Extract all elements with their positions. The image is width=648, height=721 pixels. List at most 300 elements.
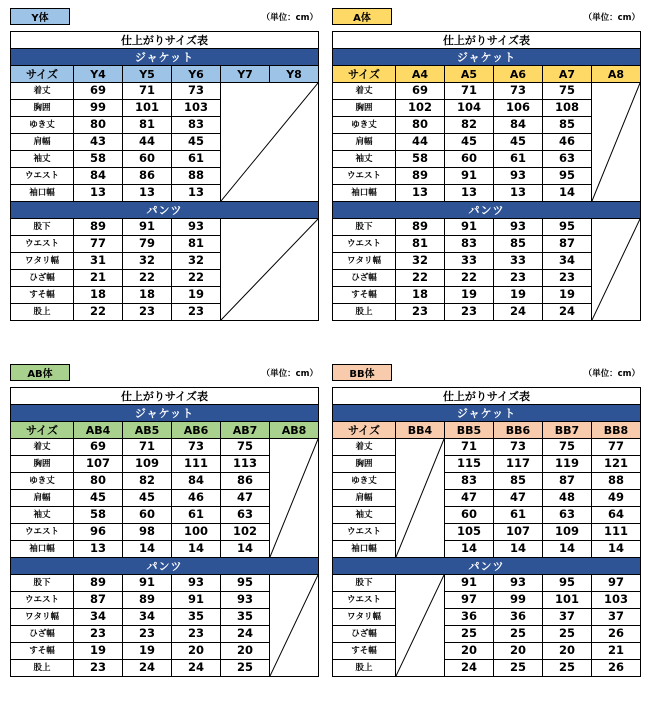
value-cell: 95 (543, 575, 592, 592)
value-cell: 60 (445, 507, 494, 524)
value-cell: 95 (543, 168, 592, 185)
value-cell: 63 (543, 507, 592, 524)
table-row (333, 456, 641, 473)
table-title: 仕上がりサイズ表 (333, 388, 641, 405)
row-label: ひざ幅 (333, 626, 396, 643)
row-label: 袖丈 (11, 151, 74, 168)
value-cell: 34 (123, 609, 172, 626)
value-cell: 32 (123, 253, 172, 270)
value-cell: 48 (543, 490, 592, 507)
value-cell: 71 (445, 439, 494, 456)
table-row (333, 609, 641, 626)
value-cell: 96 (74, 524, 123, 541)
row-label: 袖丈 (333, 151, 396, 168)
body-type-tag: AB体 (10, 364, 70, 381)
value-cell: 45 (123, 490, 172, 507)
table-row (333, 541, 641, 558)
value-cell: 104 (445, 100, 494, 117)
row-label: ひざ幅 (11, 626, 74, 643)
value-cell: 73 (172, 439, 221, 456)
row-label: 肩幅 (11, 134, 74, 151)
size-header-y5: Y5 (123, 66, 172, 83)
value-cell: 121 (592, 456, 641, 473)
table-title: 仕上がりサイズ表 (11, 388, 319, 405)
value-cell: 95 (543, 219, 592, 236)
row-label: 股上 (11, 660, 74, 677)
value-cell: 97 (445, 592, 494, 609)
size-header-bb5: BB5 (445, 422, 494, 439)
value-cell: 19 (172, 287, 221, 304)
row-label: すそ幅 (11, 643, 74, 660)
value-cell: 21 (592, 643, 641, 660)
value-cell: 75 (221, 439, 270, 456)
size-header-bb8: BB8 (592, 422, 641, 439)
size-header-y7: Y7 (221, 66, 270, 83)
value-cell: 69 (74, 83, 123, 100)
value-cell: 105 (445, 524, 494, 541)
row-label: ゆき丈 (11, 473, 74, 490)
value-cell: 91 (123, 219, 172, 236)
value-cell: 103 (592, 592, 641, 609)
size-header-y4: Y4 (74, 66, 123, 83)
value-cell: 24 (123, 660, 172, 677)
value-cell: 80 (396, 117, 445, 134)
table-row (333, 575, 641, 592)
value-cell: 81 (172, 236, 221, 253)
value-cell: 14 (221, 541, 270, 558)
value-cell: 91 (172, 592, 221, 609)
size-header-a5: A5 (445, 66, 494, 83)
value-cell: 77 (74, 236, 123, 253)
value-cell: 13 (123, 185, 172, 202)
table-row (333, 592, 641, 609)
empty-size-cell (221, 83, 319, 202)
value-cell: 77 (592, 439, 641, 456)
value-cell: 75 (543, 439, 592, 456)
table-title: 仕上がりサイズ表 (333, 32, 641, 49)
row-label: ワタリ幅 (11, 609, 74, 626)
table-row (11, 439, 319, 456)
unit-label: （単位：cm） (261, 13, 318, 23)
value-cell: 115 (445, 456, 494, 473)
value-cell: 32 (172, 253, 221, 270)
body-type-tag: Y体 (10, 8, 70, 25)
row-label: 肩幅 (333, 490, 396, 507)
table-row (333, 524, 641, 541)
size-header-ab5: AB5 (123, 422, 172, 439)
value-cell: 36 (445, 609, 494, 626)
empty-size-cell (221, 219, 319, 321)
row-label: ウエスト (11, 236, 74, 253)
value-cell: 83 (445, 473, 494, 490)
value-cell: 14 (543, 185, 592, 202)
value-cell: 46 (172, 490, 221, 507)
table-row (333, 219, 641, 236)
value-cell: 26 (592, 660, 641, 677)
value-cell: 117 (494, 456, 543, 473)
value-cell: 86 (221, 473, 270, 490)
value-cell: 25 (221, 660, 270, 677)
row-label: 袖口幅 (333, 541, 396, 558)
value-cell: 107 (74, 456, 123, 473)
size-header-ab7: AB7 (221, 422, 270, 439)
value-cell: 44 (396, 134, 445, 151)
size-header-bb4: BB4 (396, 422, 445, 439)
value-cell: 101 (543, 592, 592, 609)
value-cell: 20 (445, 643, 494, 660)
value-cell: 108 (543, 100, 592, 117)
row-label: 股下 (333, 575, 396, 592)
value-cell: 14 (123, 541, 172, 558)
value-cell: 23 (445, 304, 494, 321)
value-cell: 23 (123, 304, 172, 321)
value-cell: 18 (74, 287, 123, 304)
table-row (11, 575, 319, 592)
value-cell: 64 (592, 507, 641, 524)
size-header-row (11, 422, 319, 439)
size-header-row (333, 422, 641, 439)
row-label: ゆき丈 (333, 117, 396, 134)
value-cell: 14 (172, 541, 221, 558)
value-cell: 31 (74, 253, 123, 270)
value-cell: 109 (543, 524, 592, 541)
value-cell: 75 (543, 83, 592, 100)
row-label: ワタリ幅 (333, 609, 396, 626)
value-cell: 45 (445, 134, 494, 151)
value-cell: 22 (445, 270, 494, 287)
value-cell: 23 (494, 270, 543, 287)
empty-cell-diagonal (592, 219, 640, 320)
row-label: すそ幅 (333, 643, 396, 660)
row-label: ゆき丈 (11, 117, 74, 134)
value-cell: 33 (494, 253, 543, 270)
size-table (332, 31, 641, 321)
empty-size-cell (396, 575, 445, 677)
value-cell: 102 (396, 100, 445, 117)
value-cell: 25 (543, 626, 592, 643)
value-cell: 22 (123, 270, 172, 287)
value-cell: 23 (172, 626, 221, 643)
value-cell: 88 (172, 168, 221, 185)
pants-section-row (11, 558, 319, 575)
value-cell: 18 (123, 287, 172, 304)
value-cell: 23 (543, 270, 592, 287)
value-cell: 84 (74, 168, 123, 185)
value-cell: 69 (396, 83, 445, 100)
value-cell: 14 (445, 541, 494, 558)
value-cell: 19 (543, 287, 592, 304)
value-cell: 73 (494, 83, 543, 100)
jacket-section-header: ジャケット (333, 405, 641, 422)
row-label: 肩幅 (333, 134, 396, 151)
value-cell: 89 (74, 575, 123, 592)
value-cell: 87 (543, 236, 592, 253)
row-label: 着丈 (333, 83, 396, 100)
empty-cell-diagonal (221, 83, 318, 201)
row-label: 袖丈 (11, 507, 74, 524)
value-cell: 45 (494, 134, 543, 151)
value-cell: 91 (445, 168, 494, 185)
value-cell: 37 (592, 609, 641, 626)
pants-section-header: パンツ (333, 558, 641, 575)
table-row (333, 490, 641, 507)
value-cell: 83 (172, 117, 221, 134)
value-cell: 61 (172, 507, 221, 524)
value-cell: 93 (494, 575, 543, 592)
value-cell: 119 (543, 456, 592, 473)
size-header-bb6: BB6 (494, 422, 543, 439)
size-table (10, 387, 319, 677)
value-cell: 58 (396, 151, 445, 168)
value-cell: 93 (494, 219, 543, 236)
empty-size-cell (592, 83, 641, 202)
value-cell: 71 (123, 439, 172, 456)
size-table (10, 31, 319, 321)
row-label: ひざ幅 (11, 270, 74, 287)
size-label-cell: サイズ (333, 66, 396, 83)
size-header-row (11, 66, 319, 83)
value-cell: 25 (445, 626, 494, 643)
value-cell: 85 (494, 473, 543, 490)
value-cell: 23 (396, 304, 445, 321)
value-cell: 91 (445, 575, 494, 592)
value-cell: 13 (74, 185, 123, 202)
value-cell: 63 (543, 151, 592, 168)
row-label: 股上 (333, 304, 396, 321)
value-cell: 85 (494, 236, 543, 253)
row-label: ワタリ幅 (11, 253, 74, 270)
value-cell: 61 (494, 151, 543, 168)
value-cell: 22 (74, 304, 123, 321)
value-cell: 106 (494, 100, 543, 117)
jacket-section-header: ジャケット (11, 49, 319, 66)
value-cell: 13 (74, 541, 123, 558)
value-cell: 19 (74, 643, 123, 660)
body-type-tag: BB体 (332, 364, 392, 381)
empty-size-cell (270, 575, 319, 677)
value-cell: 93 (494, 168, 543, 185)
empty-size-cell (396, 439, 445, 558)
value-cell: 25 (494, 626, 543, 643)
value-cell: 63 (221, 507, 270, 524)
size-header-a7: A7 (543, 66, 592, 83)
row-label: ウエスト (333, 236, 396, 253)
value-cell: 86 (123, 168, 172, 185)
value-cell: 20 (172, 643, 221, 660)
row-label: 股下 (11, 219, 74, 236)
value-cell: 91 (445, 219, 494, 236)
value-cell: 23 (123, 626, 172, 643)
value-cell: 91 (123, 575, 172, 592)
value-cell: 82 (123, 473, 172, 490)
value-cell: 13 (396, 185, 445, 202)
row-label: ウエスト (333, 168, 396, 185)
pants-section-header: パンツ (333, 202, 641, 219)
value-cell: 13 (445, 185, 494, 202)
value-cell: 103 (172, 100, 221, 117)
value-cell: 22 (172, 270, 221, 287)
size-label-cell: サイズ (333, 422, 396, 439)
jacket-section-row (333, 405, 641, 422)
row-label: 袖丈 (333, 507, 396, 524)
value-cell: 113 (221, 456, 270, 473)
value-cell: 14 (543, 541, 592, 558)
size-header-y8: Y8 (270, 66, 319, 83)
value-cell: 35 (221, 609, 270, 626)
size-header-a4: A4 (396, 66, 445, 83)
value-cell: 45 (172, 134, 221, 151)
unit-label: （単位：cm） (261, 369, 318, 379)
row-label: ひざ幅 (333, 270, 396, 287)
row-label: ウエスト (11, 592, 74, 609)
value-cell: 47 (221, 490, 270, 507)
value-cell: 61 (494, 507, 543, 524)
pants-section-header: パンツ (11, 558, 319, 575)
table-title-row (11, 388, 319, 405)
value-cell: 24 (172, 660, 221, 677)
table-title-row (333, 388, 641, 405)
value-cell: 79 (123, 236, 172, 253)
table-row (333, 439, 641, 456)
value-cell: 82 (445, 117, 494, 134)
size-header-ab6: AB6 (172, 422, 221, 439)
value-cell: 44 (123, 134, 172, 151)
empty-size-cell (592, 219, 641, 321)
value-cell: 25 (543, 660, 592, 677)
empty-cell-diagonal (221, 219, 318, 320)
value-cell: 85 (543, 117, 592, 134)
value-cell: 83 (445, 236, 494, 253)
value-cell: 20 (494, 643, 543, 660)
table-row (333, 473, 641, 490)
value-cell: 49 (592, 490, 641, 507)
value-cell: 111 (592, 524, 641, 541)
value-cell: 58 (74, 507, 123, 524)
size-header-a8: A8 (592, 66, 641, 83)
value-cell: 13 (172, 185, 221, 202)
value-cell: 18 (396, 287, 445, 304)
empty-cell-diagonal (270, 439, 318, 557)
size-label-cell: サイズ (11, 66, 74, 83)
value-cell: 89 (396, 168, 445, 185)
value-cell: 61 (172, 151, 221, 168)
value-cell: 60 (123, 507, 172, 524)
value-cell: 34 (543, 253, 592, 270)
value-cell: 81 (123, 117, 172, 134)
value-cell: 58 (74, 151, 123, 168)
value-cell: 84 (172, 473, 221, 490)
empty-cell-diagonal (592, 83, 640, 201)
value-cell: 71 (123, 83, 172, 100)
value-cell: 84 (494, 117, 543, 134)
body-type-tag: A体 (332, 8, 392, 25)
size-header-a6: A6 (494, 66, 543, 83)
value-cell: 111 (172, 456, 221, 473)
value-cell: 60 (123, 151, 172, 168)
row-label: ゆき丈 (333, 473, 396, 490)
value-cell: 89 (74, 219, 123, 236)
size-header-bb7: BB7 (543, 422, 592, 439)
value-cell: 24 (494, 304, 543, 321)
value-cell: 32 (396, 253, 445, 270)
value-cell: 71 (445, 83, 494, 100)
table-row (333, 643, 641, 660)
table-title-row (333, 32, 641, 49)
value-cell: 23 (172, 304, 221, 321)
value-cell: 93 (172, 575, 221, 592)
value-cell: 101 (123, 100, 172, 117)
row-label: 股上 (333, 660, 396, 677)
row-label: 袖口幅 (333, 185, 396, 202)
value-cell: 97 (592, 575, 641, 592)
table-row (333, 626, 641, 643)
value-cell: 37 (543, 609, 592, 626)
value-cell: 87 (74, 592, 123, 609)
value-cell: 109 (123, 456, 172, 473)
pants-section-row (11, 202, 319, 219)
row-label: 着丈 (333, 439, 396, 456)
row-label: 袖口幅 (11, 185, 74, 202)
pants-section-header: パンツ (11, 202, 319, 219)
row-label: 股下 (11, 575, 74, 592)
value-cell: 45 (74, 490, 123, 507)
value-cell: 87 (543, 473, 592, 490)
value-cell: 47 (494, 490, 543, 507)
value-cell: 13 (494, 185, 543, 202)
value-cell: 20 (543, 643, 592, 660)
row-label: 袖口幅 (11, 541, 74, 558)
value-cell: 33 (445, 253, 494, 270)
value-cell: 26 (592, 626, 641, 643)
row-label: ウエスト (333, 524, 396, 541)
pants-section-row (333, 558, 641, 575)
pants-section-row (333, 202, 641, 219)
row-label: すそ幅 (11, 287, 74, 304)
value-cell: 21 (74, 270, 123, 287)
jacket-section-row (11, 49, 319, 66)
size-header-y6: Y6 (172, 66, 221, 83)
row-label: 着丈 (11, 439, 74, 456)
jacket-section-header: ジャケット (11, 405, 319, 422)
row-label: ワタリ幅 (333, 253, 396, 270)
row-label: すそ幅 (333, 287, 396, 304)
table-row (333, 660, 641, 677)
value-cell: 93 (221, 592, 270, 609)
size-table (332, 387, 641, 677)
table-row (333, 83, 641, 100)
value-cell: 99 (74, 100, 123, 117)
row-label: 肩幅 (11, 490, 74, 507)
value-cell: 98 (123, 524, 172, 541)
value-cell: 102 (221, 524, 270, 541)
row-label: 胸囲 (11, 456, 74, 473)
value-cell: 47 (445, 490, 494, 507)
value-cell: 88 (592, 473, 641, 490)
table-row (333, 507, 641, 524)
value-cell: 23 (74, 660, 123, 677)
table-row (11, 83, 319, 100)
value-cell: 24 (445, 660, 494, 677)
row-label: 股上 (11, 304, 74, 321)
row-label: 着丈 (11, 83, 74, 100)
value-cell: 89 (396, 219, 445, 236)
size-label-cell: サイズ (11, 422, 74, 439)
value-cell: 22 (396, 270, 445, 287)
size-header-row (333, 66, 641, 83)
row-label: 胸囲 (11, 100, 74, 117)
size-header-ab4: AB4 (74, 422, 123, 439)
value-cell: 80 (74, 117, 123, 134)
